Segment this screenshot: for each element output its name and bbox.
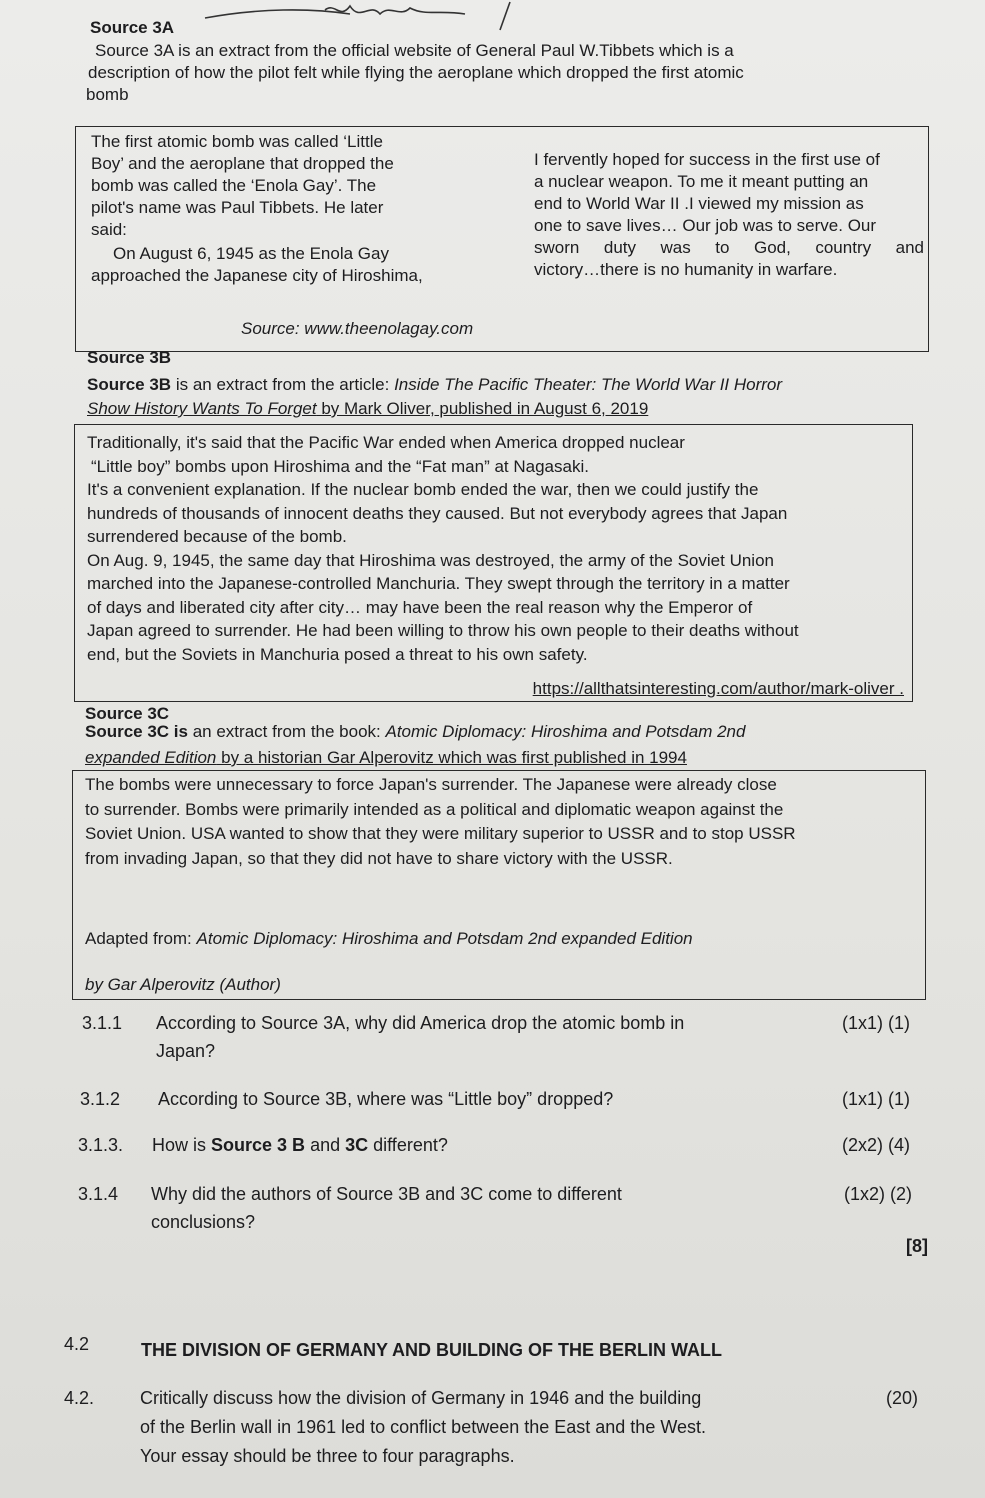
source-3a-intro-line3: bomb xyxy=(86,85,129,104)
question-text xyxy=(156,1009,796,1065)
source-3a-right-column xyxy=(534,149,924,281)
question-marks: (2x2) (4) xyxy=(841,1135,910,1155)
question-marks: (1x1) (1) xyxy=(841,1089,910,1109)
source-3b-line: “Little boy” bombs upon Hiroshima and the “Fat man” at Nagasaki. xyxy=(91,456,589,476)
source-3a-right-line: end to World War II .I viewed my mission as xyxy=(534,194,864,213)
source-3a-left-line: said: xyxy=(91,220,127,239)
source-3b-line: It's a convenient explanation. If the nuclear bomb ended the war, then we could justify the xyxy=(87,480,759,499)
essay-marks: (20) xyxy=(886,1388,919,1408)
source-3c-box xyxy=(72,770,926,1000)
source-3b-intro-label: Source 3B xyxy=(87,375,172,394)
source-3c-author: by Gar Alperovitz (Author) xyxy=(85,975,281,994)
question-text-part: different? xyxy=(368,1135,448,1155)
essay-question-line: Critically discuss how the division of Germany in 1946 and the building xyxy=(140,1388,702,1408)
essay-question-text xyxy=(140,1384,840,1471)
question-marks: (1x1) (1) xyxy=(841,1013,910,1033)
source-3c-line: Soviet Union. USA wanted to show that they were military superior to USSR and to stop USSR xyxy=(85,824,796,843)
source-3c-book-title: Atomic Diplomacy: Hiroshima and Potsdam 2nd xyxy=(385,722,746,741)
source-3b-line: hundreds of thousands of innocent deaths they caused. But not everybody agrees that Japan xyxy=(87,503,788,523)
source-3a-left-line: approached the Japanese city of Hiroshima, xyxy=(91,266,423,285)
source-3c-byline: by a historian Gar Alperovitz which was first published in 1994 xyxy=(216,748,687,767)
source-3b-line: Japan agreed to surrender. He had been willing to throw his own people to their deaths without xyxy=(87,621,799,640)
source-3b-line: of days and liberated city after city… may have been the real reason why the Emperor of xyxy=(87,597,753,617)
question-line: Why did the authors of Source 3B and 3C come to different xyxy=(151,1184,622,1204)
question-text-part: and xyxy=(305,1135,346,1155)
source-3a-citation: Source: www.theenolagay.com xyxy=(241,319,474,338)
source-3b-line: On Aug. 9, 1945, the same day that Hiroshima was destroyed, the army of the Soviet Union xyxy=(87,550,774,570)
question-number: 3.1.2 xyxy=(80,1089,121,1109)
source-3a-intro-text1: Source 3A is an extract from the official website of General Paul W.Tibbets which is a xyxy=(95,41,734,60)
question-text-bold: 3C xyxy=(345,1135,369,1155)
essay-question-line: Your essay should be three to four paragraphs. xyxy=(140,1446,515,1466)
source-3a-left-column xyxy=(91,131,511,287)
question-number: 3.1.1 xyxy=(82,1013,123,1033)
essay-question-number: 4.2. xyxy=(64,1388,95,1408)
question-number: 3.1.4 xyxy=(78,1184,119,1204)
question-text-bold: Source 3 B xyxy=(211,1135,306,1155)
source-3c-title: Source 3C xyxy=(85,704,170,723)
essay-question-line: of the Berlin wall in 1961 led to conflict between the East and the West. xyxy=(140,1417,707,1437)
source-3a-right-line: one to save lives… Our job was to serve. Our xyxy=(534,216,877,235)
source-3a-left-line: The first atomic bomb was called ‘Little xyxy=(91,132,383,151)
total-marks: [8] xyxy=(906,1236,928,1256)
source-3a-left-line: On August 6, 1945 as the Enola Gay xyxy=(113,244,389,263)
handwritten-scribble xyxy=(200,0,540,32)
source-3b-line: surrendered because of the bomb. xyxy=(87,527,347,546)
source-3b-box xyxy=(74,424,913,702)
source-3a-intro-line1 xyxy=(95,40,734,61)
source-3a-right-line: sworn duty was to God, country and xyxy=(534,238,924,257)
source-3a-left-line: bomb was called the ‘Enola Gay’. The xyxy=(91,176,377,195)
source-3a-title: Source 3A xyxy=(90,18,175,37)
source-3b-intro-line2 xyxy=(87,398,648,419)
source-3c-adapted-label: Adapted from: xyxy=(85,929,197,948)
source-3a-right-line: victory…there is no humanity in warfare. xyxy=(534,260,838,279)
section-number: 4.2 xyxy=(64,1334,90,1354)
source-3b-intro-line1 xyxy=(87,374,917,395)
source-3b-text xyxy=(87,431,905,666)
question-line: conclusions? xyxy=(151,1212,256,1232)
source-3b-line: marched into the Japanese-controlled Manchuria. They swept through the territory in a matter xyxy=(87,574,790,593)
source-3a-left-line: pilot's name was Paul Tibbets. He later xyxy=(91,198,384,217)
source-3c-line: The bombs were unnecessary to force Japan's surrender. The Japanese were already close xyxy=(85,775,777,794)
source-3c-intro-label: Source 3C is xyxy=(85,722,188,741)
question-text xyxy=(152,1131,792,1159)
question-line: According to Source 3A, why did America drop the atomic bomb in xyxy=(156,1013,685,1033)
source-3c-intro-line2 xyxy=(85,747,687,768)
question-text-part: How is xyxy=(152,1135,212,1155)
section-heading: THE DIVISION OF GERMANY AND BUILDING OF THE BERLIN WALL xyxy=(141,1340,723,1360)
source-3a-box xyxy=(75,126,929,352)
source-3c-book-title-cont: expanded Edition xyxy=(85,748,217,767)
source-3b-article-title: Inside The Pacific Theater: The World War II Horror xyxy=(394,375,783,394)
question-marks: (1x2) (2) xyxy=(843,1184,912,1204)
source-3b-article-title-cont: Show History Wants To Forget xyxy=(87,399,317,418)
source-3b-line: end, but the Soviets in Manchuria posed a threat to his own safety. xyxy=(87,644,588,664)
question-text: According to Source 3B, where was “Little boy” dropped? xyxy=(158,1089,614,1109)
source-3a-right-line: I fervently hoped for success in the first use of xyxy=(534,150,880,169)
source-3b-url[interactable]: https://allthatsinteresting.com/author/mark-oliver . xyxy=(532,679,904,698)
question-line: Japan? xyxy=(156,1041,216,1061)
source-3b-byline: by Mark Oliver, published in August 6, 2019 xyxy=(316,399,649,418)
source-3b-line: Traditionally, it's said that the Pacific War ended when America dropped nuclear xyxy=(87,433,685,452)
source-3a-intro-line2: description of how the pilot felt while flying the aeroplane which dropped the first atomic xyxy=(88,63,744,82)
source-3c-adapted-title: Atomic Diplomacy: Hiroshima and Potsdam 2nd expanded Edition xyxy=(196,929,693,948)
source-3a-left-line: Boy’ and the aeroplane that dropped the xyxy=(91,154,394,173)
source-3a-right-line: a nuclear weapon. To me it meant putting an xyxy=(534,172,869,191)
question-number: 3.1.3. xyxy=(78,1135,124,1155)
source-3c-line: from invading Japan, so that they did not have to share victory with the USSR. xyxy=(85,848,673,868)
source-3b-intro-text: is an extract from the article: xyxy=(171,375,395,394)
source-3c-text xyxy=(85,773,915,871)
source-3c-intro-line1 xyxy=(85,721,915,742)
source-3c-line: to surrender. Bombs were primarily intended as a political and diplomatic weapon against the xyxy=(85,799,784,819)
question-text xyxy=(151,1180,791,1236)
source-3b-title: Source 3B xyxy=(87,348,172,367)
source-3c-intro-text: an extract from the book: xyxy=(188,722,386,741)
source-3c-adapted xyxy=(85,927,693,950)
